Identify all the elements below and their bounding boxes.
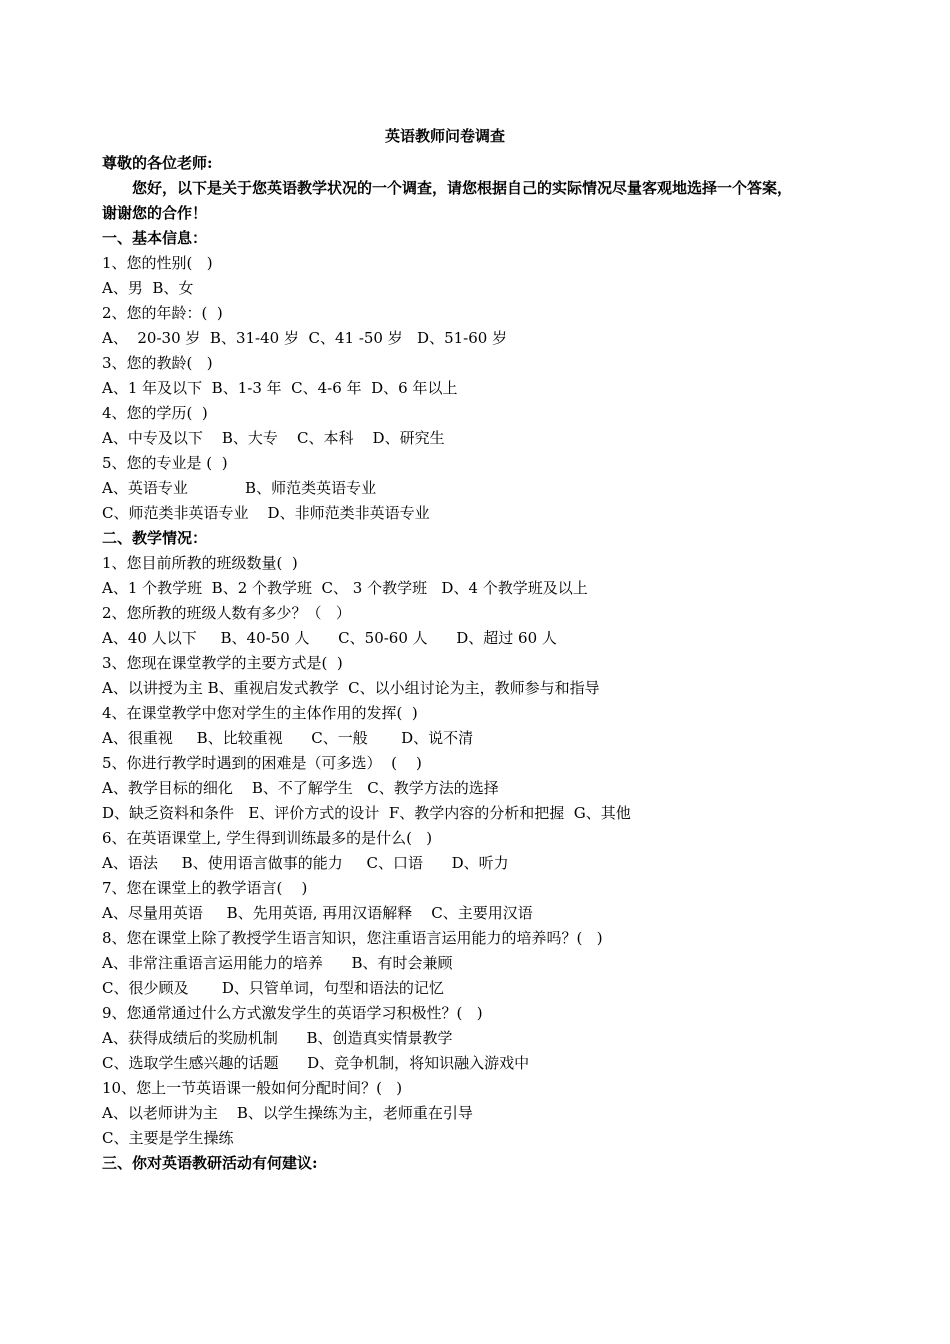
section-heading-suggestions: 三、你对英语教研活动有何建议: [102,1154,318,1172]
intro-line-1: 您好，以下是关于您英语教学状况的一个调查，请您根据自己的实际情况尽量客观地选择一个答案， [132,179,793,197]
options-line: A、 20-30 岁 B、31-40 岁 C、41 -50 岁 D、51-60 岁 [102,329,508,347]
question-line: 2、您的年龄：( ) [102,304,223,322]
options-line: C、选取学生感兴趣的话题 D、竞争机制，将知识融入游戏中 [102,1054,530,1072]
options-line: A、获得成绩后的奖励机制 B、创造真实情景教学 [102,1029,453,1047]
question-line: 5、您的专业是 ( ) [102,454,228,472]
options-line: A、以老师讲为主 B、以学生操练为主，老师重在引导 [102,1104,473,1122]
question-line: 9、您通常通过什么方式激发学生的英语学习积极性？( ) [102,1004,483,1022]
question-line: 1、您目前所教的班级数量( ) [102,554,298,572]
options-line: A、语法 B、使用语言做事的能力 C、口语 D、听力 [102,854,509,872]
question-line: 2、您所教的班级人数有多少？（ ） [102,604,351,622]
options-line: A、1 个教学班 B、2 个教学班 C、 3 个教学班 D、4 个教学班及以上 [102,579,588,597]
options-line: C、很少顾及 D、只管单词，句型和语法的记忆 [102,979,444,997]
question-line: 4、您的学历( ) [102,404,208,422]
options-line: A、1 年及以下 B、1-3 年 C、4-6 年 D、6 年以上 [102,379,458,397]
section-heading-basic-info: 一、基本信息： [102,229,208,247]
options-line: A、非常注重语言运用能力的培养 B、有时会兼顾 [102,954,453,972]
questionnaire-body [102,151,872,1176]
options-line: A、尽量用英语 B、先用英语, 再用汉语解释 C、主要用汉语 [102,904,533,922]
question-line: 7、您在课堂上的教学语言( ) [102,879,308,897]
options-line: A、中专及以下 B、大专 C、本科 D、研究生 [102,429,445,447]
question-line: 3、您现在课堂教学的主要方式是( ) [102,654,343,672]
question-line: 10、您上一节英语课一般如何分配时间？( ) [102,1079,403,1097]
question-line: 8、您在课堂上除了教授学生语言知识，您注重语言运用能力的培养吗？( ) [102,929,603,947]
section-heading-teaching: 二、教学情况： [102,529,208,547]
options-line: D、缺乏资料和条件 E、评价方式的设计 F、教学内容的分析和把握 G、其他 [102,804,631,822]
greeting: 尊敬的各位老师: [102,154,213,172]
intro-line-2: 谢谢您的合作！ [102,204,208,222]
question-line: 6、在英语课堂上, 学生得到训练最多的是什么( ) [102,829,433,847]
options-line: A、很重视 B、比较重视 C、一般 D、说不清 [102,729,474,747]
question-line: 4、在课堂教学中您对学生的主体作用的发挥( ) [102,704,418,722]
options-line: A、40 人以下 B、40-50 人 C、50-60 人 D、超过 60 人 [102,629,557,647]
options-line: C、主要是学生操练 [102,1129,234,1147]
page-title: 英语教师问卷调查 [384,127,505,145]
question-line: 1、您的性别( ) [102,254,213,272]
options-line: A、教学目标的细化 B、不了解学生 C、教学方法的选择 [102,779,499,797]
question-line: 3、您的教龄( ) [102,354,213,372]
question-line: 5、你进行教学时遇到的困难是（可多选） ( ) [102,754,422,772]
options-line: A、男 B、女 [102,279,194,297]
options-line: C、师范类非英语专业 D、非师范类非英语专业 [102,504,430,522]
options-line: A、以讲授为主 B、重视启发式教学 C、以小组讨论为主，教师参与和指导 [102,679,600,697]
options-line: A、英语专业 B、师范类英语专业 [102,479,377,497]
